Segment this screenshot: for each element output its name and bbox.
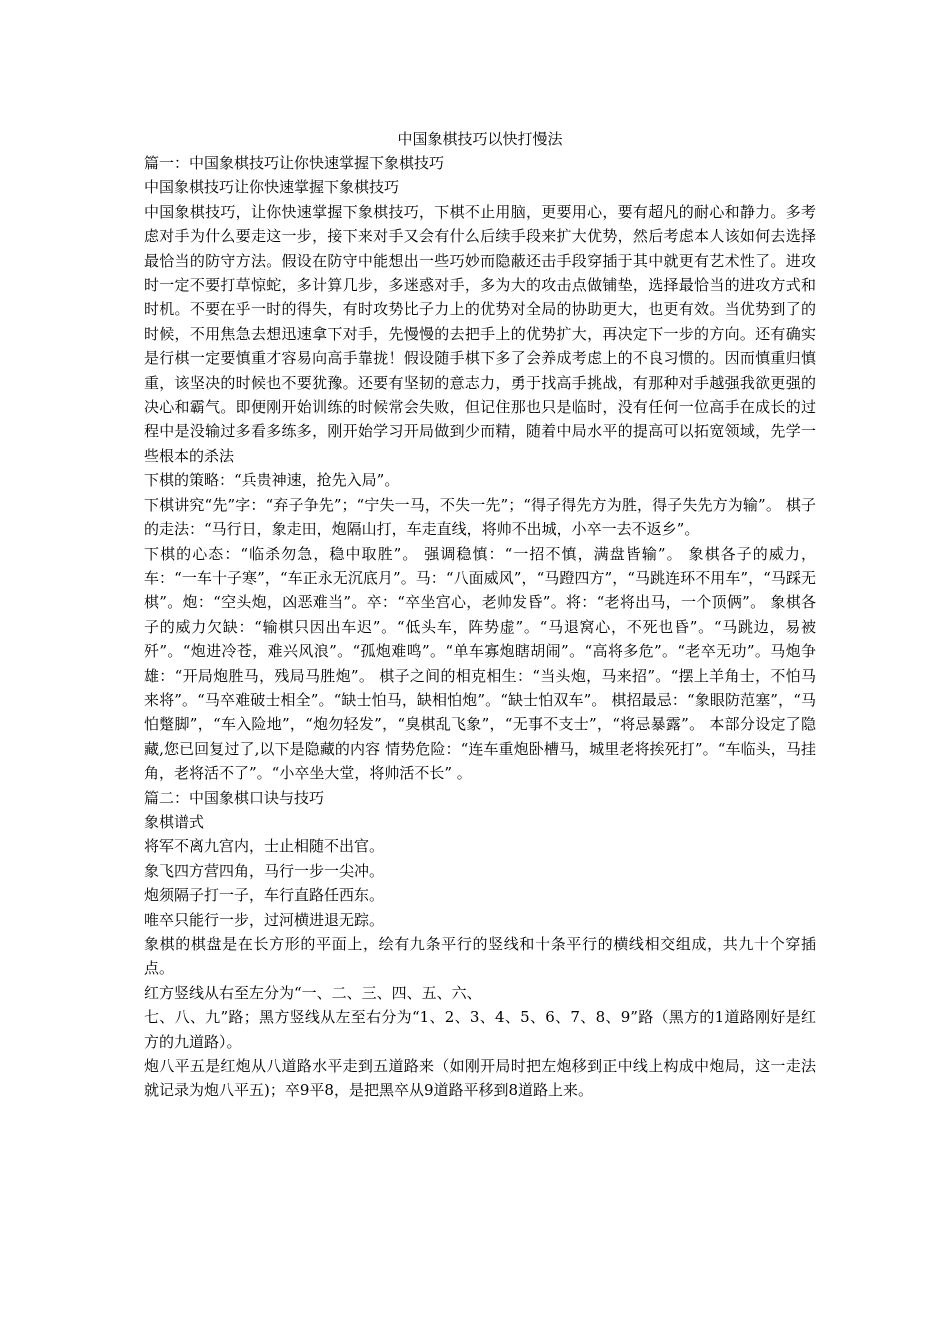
paragraph: 下棋的心态：“临杀勿急，稳中取胜”。 强调稳慎：“一招不慎，满盘皆输”。 象棋各子的威力，车：“一车十子寒”，“车正永无沉底月”。马：“八面威风”，“马蹬四方”，“马跳连环不用车”，“马踩无棋”。炮：“空头炮，凶恶难当”。卒：“卒坐宫心，老帅发昏”。将：“老将出马，一个顶俩”。 象棋各子的威力欠缺：“输棋只因出车迟”。“低头车，阵势虚”。“马退窝心，不死也昏”。“马跳边，易被歼”。“炮进冷苍，难兴风浪”。“孤炮难鸣”。“单车寡炮瞎胡闹”。“高将多危”。“老卒无功”。马炮争雄：“开局炮胜马，残局马胜炮”。 棋子之间的相克相生：“当头炮，马来招”。“摆上羊角士，不怕马来将”。“马卒难破士相全”。“缺士怕马，缺相怕炮”。“缺士怕双车”。 棋招最忌：“象眼防范塞”，“马怕蹩脚”，“车入险地”，“炮勿轻发”，“臭棋乱飞象”，“无事不支士”，“将忌暴露”。 本部分设定了隐藏,您已回复过了,以下是隐藏的内容 情势危险：“连车重炮卧槽马，城里老将挨死打”。“车临头，马挂角，老将活不了”。“小卒坐大堂，将帅活不长” 。 [144, 544, 816, 783]
paragraph: 中国象棋技巧让你快速掌握下象棋技巧 [144, 178, 400, 197]
verse-line: 唯卒只能行一步，过河横进退无踪。 [144, 910, 385, 929]
paragraph: 中国象棋技巧，让你快速掌握下象棋技巧，下棋不止用脑，更要用心，要有超凡的耐心和静力。多考虑对手为什么要走这一步，接下来对手又会有什么后续手段来扩大优势，然后考虑本人该如何去选择最恰当的防守方法。假设在防守中能想出一些巧妙而隐蔽还击手段穿插于其中就更有艺术性了。进攻时一定不要打草惊蛇，多计算几步，多迷惑对手，多为大的攻击点做铺垫，选择最恰当的进攻方式和时机。不要在乎一时的得失，有时攻势比子力上的优势对全局的协助更大，也更有效。当优势到了的时候，不用焦急去想迅速拿下对手，先慢慢的去把手上的优势扩大，再决定下一步的方向。还有确实是行棋一定要慎重才容易向高手靠拢！假设随手棋下多了会养成考虑上的不良习惯的。因而慎重归慎重，该坚决的时候也不要犹豫。还要有坚韧的意志力，勇于找高手挑战，有那种对手越强我欲更强的决心和霸气。即便刚开始训练的时候常会失败，但记住那也只是临时，没有任何一位高手在成长的过程中是没输过多看多练多，刚开始学习开局做到少而精，随着中局水平的提高可以拓宽领域，先学一些根本的杀法 [144, 202, 816, 465]
verse-line: 炮须隔子打一子，车行直路任西东。 [144, 886, 385, 905]
paragraph: 象棋的棋盘是在长方形的平面上，绘有九条平行的竖线和十条平行的横线相交组成，共九十个穿插点。 [144, 935, 816, 978]
verse-line: 象飞四方营四角，马行一步一尖冲。 [144, 861, 385, 880]
paragraph: 炮八平五是红炮从八道路水平走到五道路来（如刚开局时把左炮移到正中线上构成中炮局，这一走法就记录为炮八平五)；卒9平8，是把黑卒从9道路平移到8道路上来。 [144, 1057, 816, 1100]
paragraph: 七、八、九”路；黑方竖线从左至右分为“1、2、3、4、5、6、7、8、9”路（黑方的1道路刚好是红方的九道路）。 [144, 1008, 816, 1051]
section-heading: 篇二：中国象棋口诀与技巧 [144, 788, 325, 807]
paragraph: 象棋谱式 [144, 812, 205, 831]
paragraph: 下棋的策略：“兵贵神速，抢先入局”。 [144, 471, 400, 490]
document-page [144, 127, 816, 1103]
document-title: 中国象棋技巧以快打慢法 [397, 130, 563, 148]
paragraph: 下棋讲究“先”字：“弃子争先”；“宁失一马，不失一先”；“得子得先方为胜，得子失先方为输”。 棋子的走法：“马行日，象走田，炮隔山打，车走直线，将帅不出城，小卒一去不返乡”。 [144, 495, 816, 539]
paragraph: 篇一：中国象棋技巧让你快速掌握下象棋技巧 [144, 154, 445, 172]
paragraph: 红方竖线从右至左分为“一、二、三、四、五、六、 [144, 983, 482, 1002]
document-body [144, 151, 816, 1103]
verse-line: 将军不离九宫内，士止相随不出官。 [144, 837, 385, 856]
